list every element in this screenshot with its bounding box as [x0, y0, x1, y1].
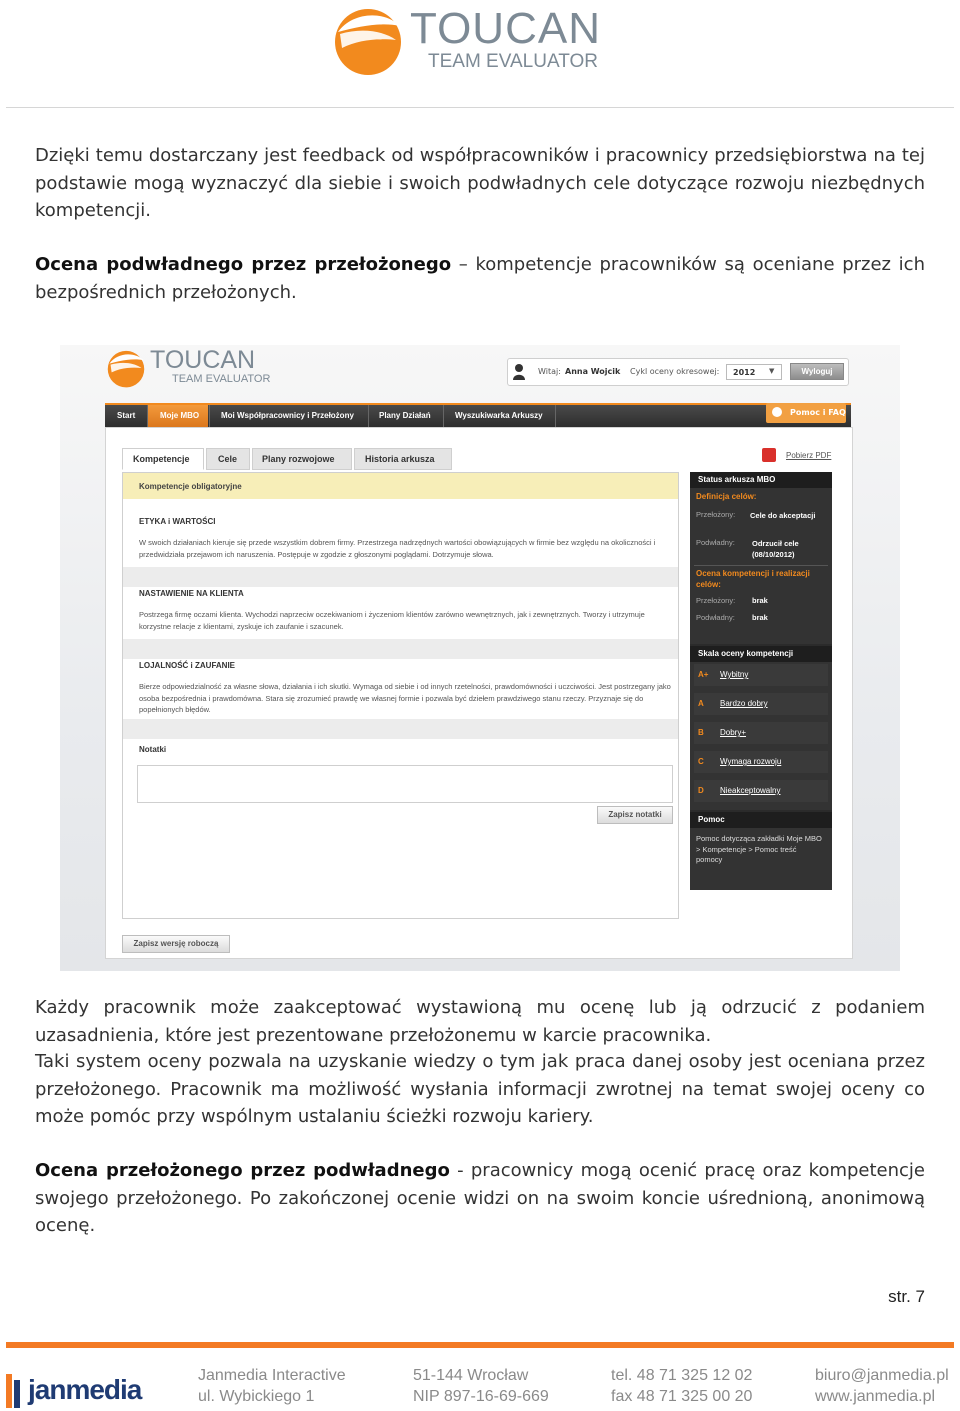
menu-item-start[interactable]: Start	[117, 411, 136, 420]
tab-label: Historia arkusza	[365, 454, 435, 464]
scale-title: Skala oceny kompetencji	[690, 646, 832, 662]
user-bar	[507, 358, 849, 386]
logout-button[interactable]: Wyloguj	[790, 363, 844, 380]
header-logo	[330, 4, 600, 76]
help-icon	[772, 407, 782, 417]
website-link[interactable]: www.janmedia.pl	[815, 1388, 936, 1405]
tab-label: Plany rozwojowe	[262, 454, 335, 464]
scale-label[interactable]: Nieakceptowalny	[720, 786, 781, 795]
brand-name: janmedia	[28, 1374, 142, 1405]
scale-label[interactable]: Wybitny	[720, 670, 749, 679]
tab-historia-arkusza[interactable]	[354, 448, 452, 470]
street: ul. Wybickiego 1	[198, 1388, 315, 1405]
footer-phone	[611, 1365, 752, 1407]
subordinate-assessment: brak	[752, 613, 768, 622]
paragraph-upward-review	[35, 1157, 925, 1240]
competency-title: LOJALNOŚĆ i ZAUFANIE	[139, 661, 236, 670]
help-faq-button[interactable]	[766, 403, 846, 423]
section-divider	[123, 567, 678, 587]
footer-company	[198, 1365, 346, 1407]
header-divider	[6, 107, 954, 108]
tab-label: Kompetencje	[133, 454, 190, 464]
scale-box	[690, 662, 832, 810]
scale-item	[694, 722, 828, 744]
save-notes-button[interactable]: Zapisz notatki	[597, 806, 673, 824]
paragraph-text: - pracownicy mogą ocenić pracę oraz kompetencje swojego przełożonego. Po zakończonej ocenie widzi on na swoim koncie uśrednioną, anonimową ocenę.	[35, 1160, 925, 1236]
subordinate-label: Podwładny:	[696, 613, 735, 622]
paragraph-supervisor-review	[35, 251, 925, 306]
status-box	[690, 488, 832, 644]
paragraph-heading: Ocena podwładnego przez przełożonego	[35, 254, 452, 275]
logo-title: TOUCAN	[410, 4, 601, 53]
save-draft-button[interactable]: Zapisz wersję roboczą	[122, 935, 230, 953]
section-divider	[123, 719, 678, 739]
scale-item	[694, 780, 828, 802]
cycle-value: 2012	[733, 368, 756, 377]
chevron-down-icon: ▼	[769, 367, 775, 375]
superior-assessment: brak	[752, 596, 768, 605]
footer-divider	[6, 1342, 954, 1348]
menu-item-action-plans[interactable]: Plany Działań	[379, 411, 431, 420]
janmedia-logo	[6, 1372, 146, 1410]
toucan-logo-icon	[330, 4, 406, 76]
help-box	[690, 828, 832, 890]
scale-item	[694, 693, 828, 715]
scale-grade: C	[698, 757, 704, 766]
competency-title: ETYKA i WARTOŚCI	[139, 517, 216, 526]
footer-contact	[815, 1365, 949, 1407]
welcome-label: Witaj:	[538, 367, 561, 376]
content-panel	[105, 427, 853, 959]
scale-label[interactable]: Bardzo dobry	[720, 699, 768, 708]
footer-address	[413, 1365, 549, 1407]
tab-plany-rozwojowe[interactable]	[252, 448, 352, 470]
goals-def-label: Definicja celów:	[696, 492, 757, 501]
app-logo-icon	[105, 347, 147, 389]
sidebar-status	[690, 472, 832, 890]
user-name: Anna Wojcik	[565, 367, 621, 376]
fax: fax 48 71 325 00 20	[611, 1388, 753, 1405]
page-number: str. 7	[888, 1287, 925, 1306]
scale-item	[694, 664, 828, 686]
scale-grade: B	[698, 728, 704, 737]
subordinate-label: Podwładny:	[696, 538, 735, 547]
superior-label: Przełożony:	[696, 510, 736, 519]
competency-title: NASTAWIENIE NA KLIENTA	[139, 589, 244, 598]
menu-item-coworkers[interactable]: Moi Współpracownicy i Przełożony	[221, 411, 354, 420]
menu-item-sheet-search[interactable]: Wyszukiwarka Arkuszy	[455, 411, 543, 420]
section-divider	[123, 639, 678, 659]
competency-text: Postrzega firmę oczami klienta. Wychodzi naprzeciw oczekiwaniom i życzeniom klientów zarówno wewnętrznych, jak i zewnętrznych. Tworzy i utrzymuje korzystne relacje z klientami, zyskuje ich zaufanie i szacunek.	[139, 610, 645, 631]
superior-label: Przełożony:	[696, 596, 736, 605]
status-title: Status arkusza MBO	[690, 472, 832, 488]
cycle-label: Cykl oceny okresowej:	[630, 367, 720, 376]
logo-subtitle: TEAM EVALUATOR	[428, 51, 598, 72]
main-menu	[105, 403, 851, 429]
competencies-panel	[122, 472, 679, 919]
email-link[interactable]: biuro@janmedia.pl	[815, 1367, 949, 1384]
menu-item-moje-mbo[interactable]: Moje MBO	[160, 411, 200, 420]
city: 51-144 Wrocław	[413, 1367, 529, 1384]
tab-kompetencje[interactable]	[122, 448, 204, 470]
paragraph-accept-reject: Każdy pracownik może zaakceptować wystawioną mu ocenę lub ją odrzucić z podaniem uzasadnienia, które jest prezentowane przełożonemu w karcie pracownika.	[35, 997, 925, 1046]
app-logo-title: TOUCAN	[150, 346, 256, 374]
notes-textarea[interactable]	[137, 765, 673, 803]
competency-text: W swoich działaniach kieruje się przede wszystkim dobrem firmy. Przestrzega nadrzędnych wartości obowiązujących w firmie bez względu na okoliczności i przedwidziała przejawom ich naruszenia. Postępuje w zgodzie z głoszonymi poglądami. Dotrzymuje słowa.	[139, 538, 656, 559]
scale-grade: D	[698, 786, 704, 795]
user-icon	[512, 363, 526, 380]
notes-label: Notatki	[139, 745, 167, 754]
pdf-link-label: Pobierz PDF	[786, 451, 832, 460]
paragraph-text: – kompetencje pracowników są oceniane przez ich bezpośrednich przełożonych.	[35, 254, 925, 303]
cycle-select[interactable]	[726, 364, 782, 380]
app-logo-subtitle: TEAM EVALUATOR	[172, 373, 271, 385]
paragraph-heading: Ocena przełożonego przez podwładnego	[35, 1160, 450, 1181]
section-title: Kompetencje obligatoryjne	[139, 482, 242, 491]
nip: NIP 897-16-69-669	[413, 1388, 549, 1405]
subordinate-goals: Odrzucił cele (08/10/2012)	[752, 539, 799, 559]
section-header	[123, 473, 678, 499]
scale-grade: A+	[698, 670, 709, 679]
tab-label: Cele	[218, 454, 238, 464]
pdf-icon	[762, 448, 776, 462]
help-title: Pomoc	[690, 812, 832, 828]
janmedia-logo-icon	[6, 1374, 24, 1408]
paragraph-intro: Dzięki temu dostarczany jest feedback od współpracowników i pracownicy przedsiębiorstwa na tej podstawie mogą wyznaczyć dla siebie i swoich podwładnych cele dotyczące rozwoju niezbędnych kompetencji.	[35, 145, 925, 221]
competency-text: Bierze odpowiedzialność za własne słowa, działania i ich skutki. Wymaga od siebie i od innych rzetelności, prawdomówności i uczciwości. Jest postrzegany jako osoba bezpośrednia i prawdomówna. Stara się zrozumieć prawdę we własnej formie i pozwala być dziełem prawdziwego stanu rzeczy. Przyznaje się do popełnionych błędów.	[139, 682, 671, 714]
scale-label[interactable]: Dobry+	[720, 728, 747, 737]
company-name: Janmedia Interactive	[198, 1367, 346, 1384]
assessment-label: Ocena kompetencji i realizacji celów:	[696, 569, 810, 589]
scale-label[interactable]: Wymaga rozwoju	[720, 757, 782, 766]
phone: tel. 48 71 325 12 02	[611, 1367, 753, 1384]
scale-item	[694, 751, 828, 773]
tab-cele[interactable]	[206, 448, 250, 470]
superior-goals: Cele do akceptacji	[750, 511, 816, 520]
scale-grade: A	[698, 699, 704, 708]
paragraph-system-benefits: Taki system oceny pozwala na uzyskanie wiedzy o tym jak praca danej osoby jest oceniana przez przełożonego. Pracownik ma możliwość wysłania informacji zwrotnej na temat swojej oceny co może pomóc przy wspólnym ustalaniu ścieżki rozwoju kariery.	[35, 1051, 925, 1127]
help-text: Pomoc dotycząca zakładki Moje MBO > Kompetencje > Pomoc treść pomocy	[696, 834, 822, 864]
app-screenshot	[60, 345, 900, 971]
help-faq-label: Pomoc i FAQ	[790, 408, 846, 417]
